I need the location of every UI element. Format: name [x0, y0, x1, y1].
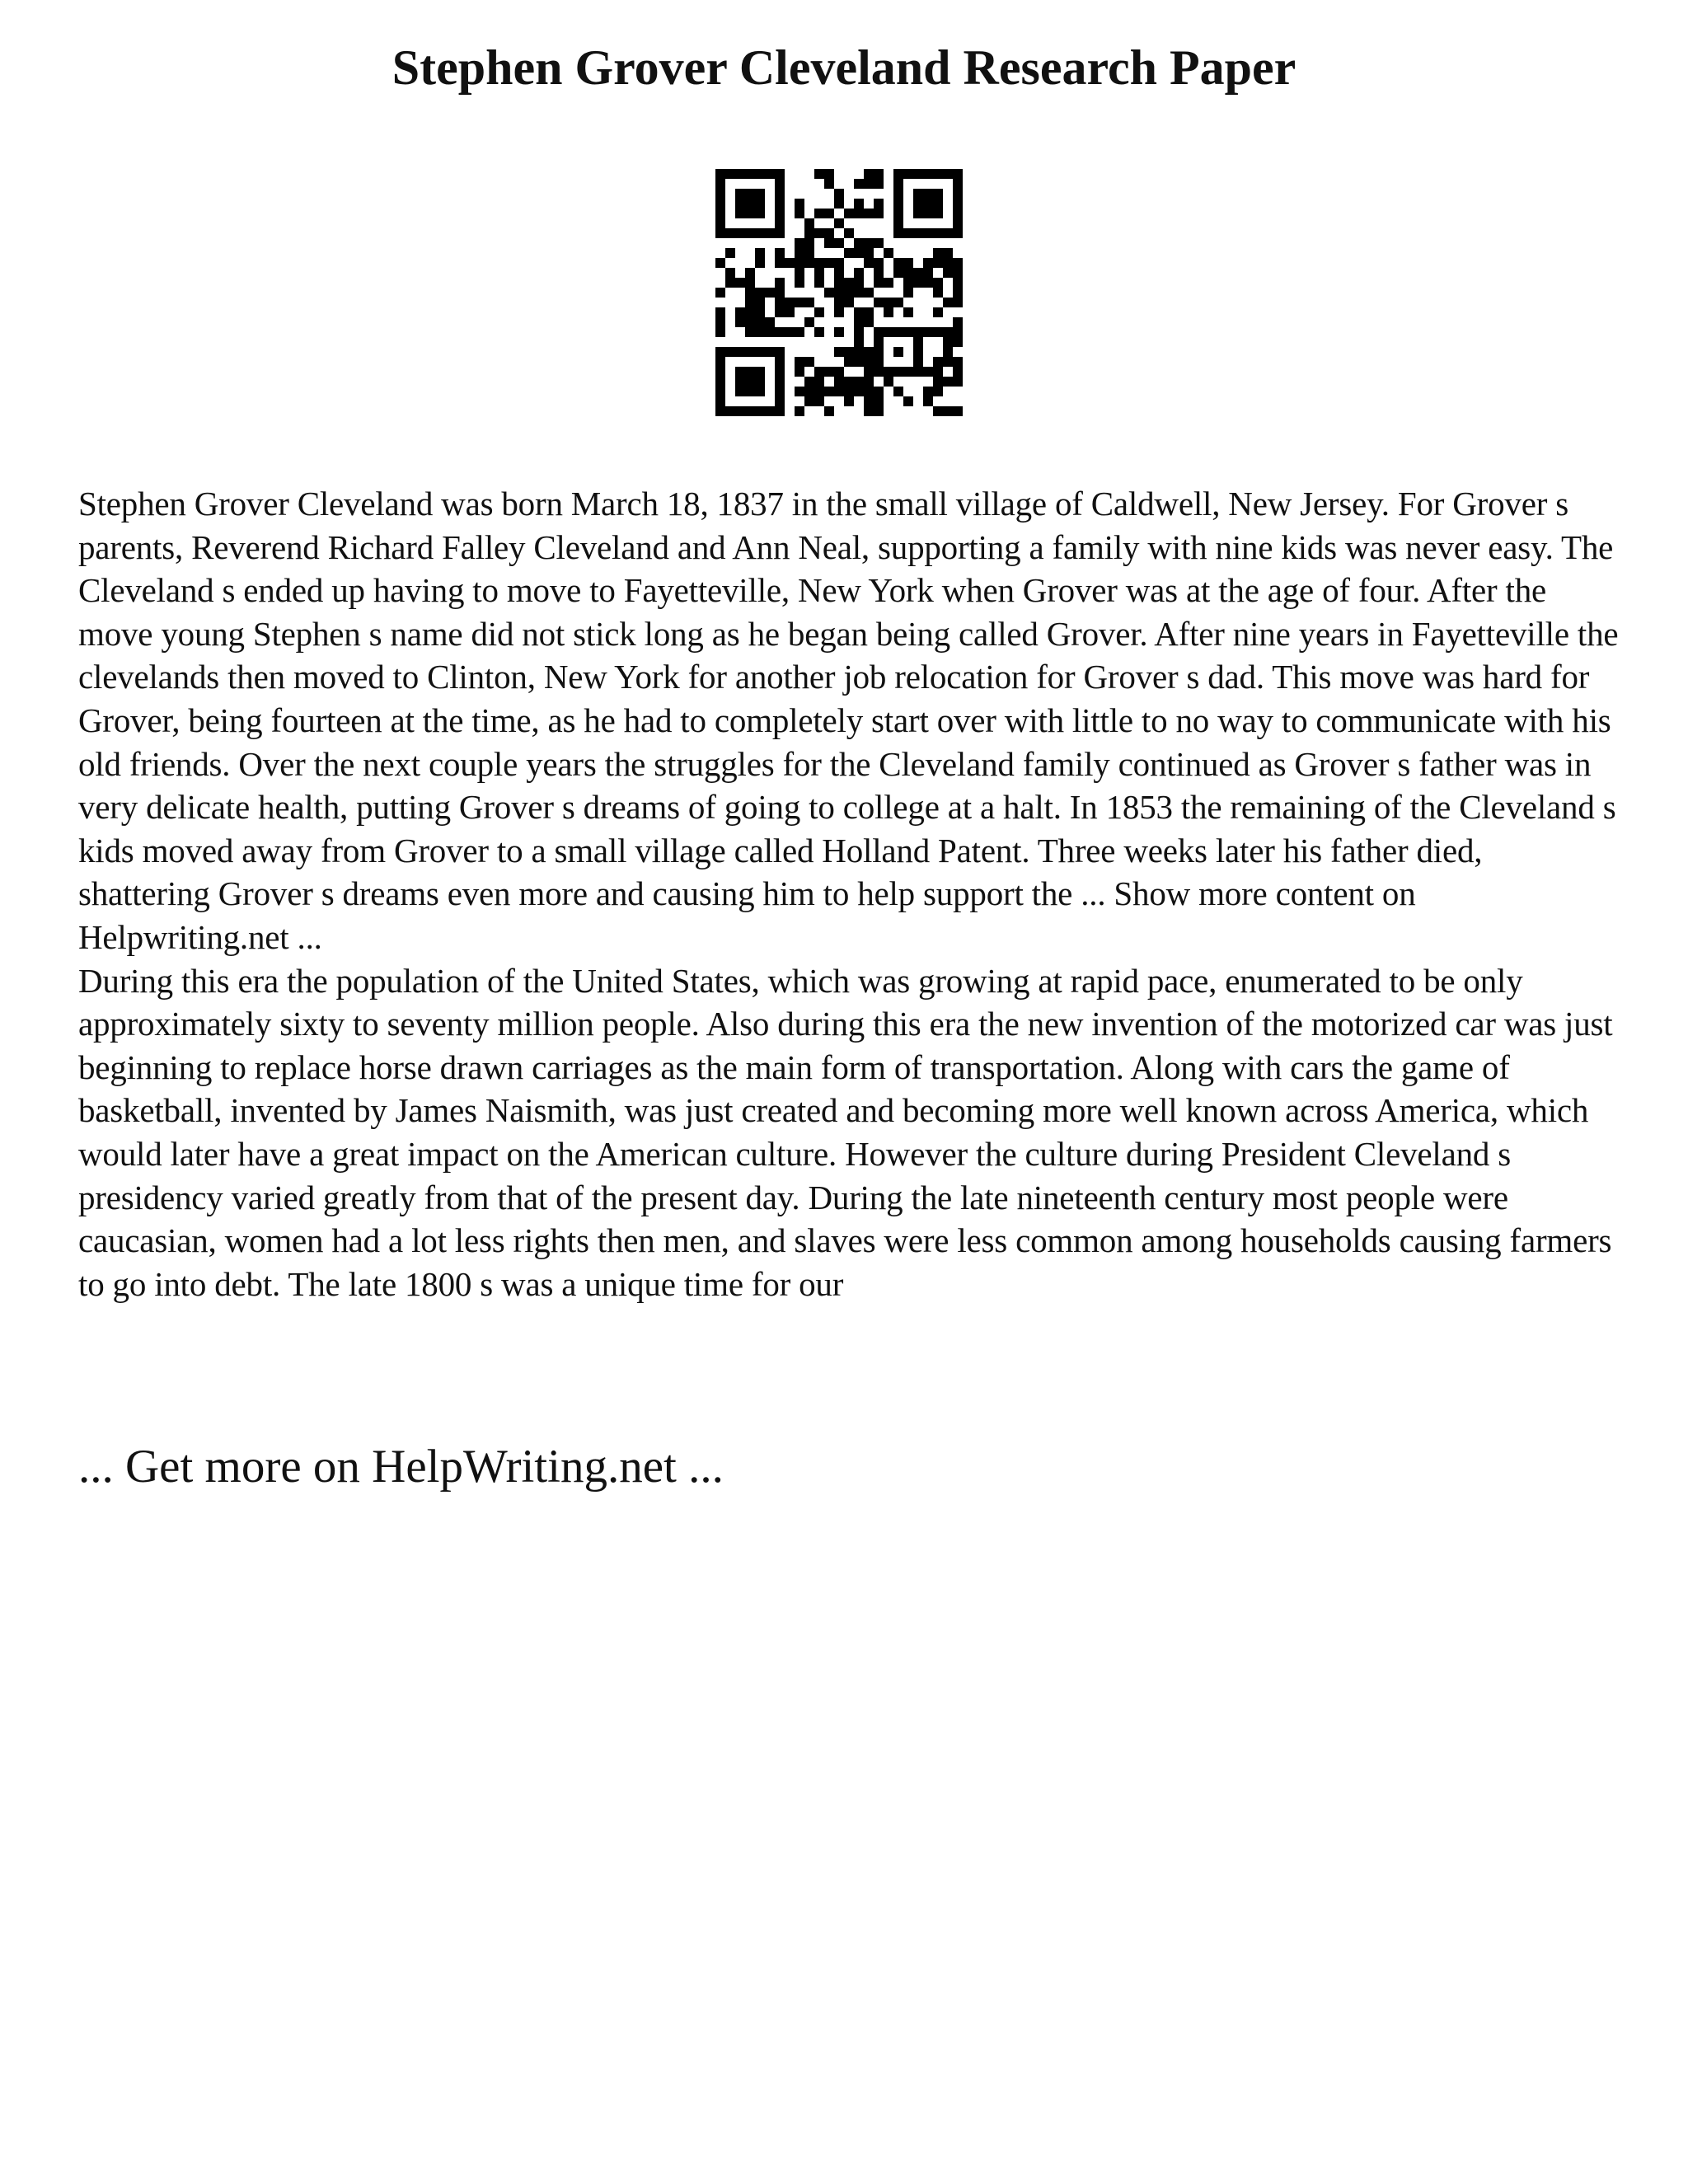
document-body — [78, 482, 1620, 1305]
qr-code-icon — [715, 169, 963, 416]
page-title: Stephen Grover Cleveland Research Paper — [392, 40, 1296, 95]
paragraph-2: During this era the population of the United States, which was growing at rapid pace, enumerated to be only approximately sixty to seventy million people. Also during this era the new invention of the motorized car was just beginning to replace horse drawn carriages as the main form of transportation. Along with cars the game of basketball, invented by James Naismith, was just created and becoming more well known across America, which would later have a great impact on the American culture. However the culture during President Cleveland s presidency varied greatly from that of the present day. During the late nineteenth century most people were caucasian, women had a lot less rights then men, and slaves were less common among households causing farmers to go into debt. The late 1800 s was a unique time for our — [78, 961, 1613, 1303]
paragraph-1: Stephen Grover Cleveland was born March 18, 1837 in the small village of Caldwell, New Jersey. For Grover s parents, Reverend Richard Falley Cleveland and Ann Neal, supporting a family with nine kids was never easy. The Cleveland s ended up having to move to Fayetteville, New York when Grover was at the age of four. After the move young Stephen s name did not stick long as he began being called Grover. After nine years in Fayetteville the clevelands then moved to Clinton, New York for another job relocation for Grover s dad. This move was hard for Grover, being fourteen at the time, as he had to completely start over with little to no way to communicate with his old friends. Over the next couple years the struggles for the Cleveland family continued as Grover s father was in very delicate health, putting Grover s dreams of going to college at a halt. In 1853 the remaining of the Cleveland s kids moved away from Grover to a small village called Holland Patent. Three weeks later his father died, shattering Grover s dreams even more and causing him to help support the ... Show more content on Helpwriting.net ... — [78, 485, 1619, 956]
get-more-link[interactable]: ... Get more on HelpWriting.net ... — [78, 1441, 724, 1493]
